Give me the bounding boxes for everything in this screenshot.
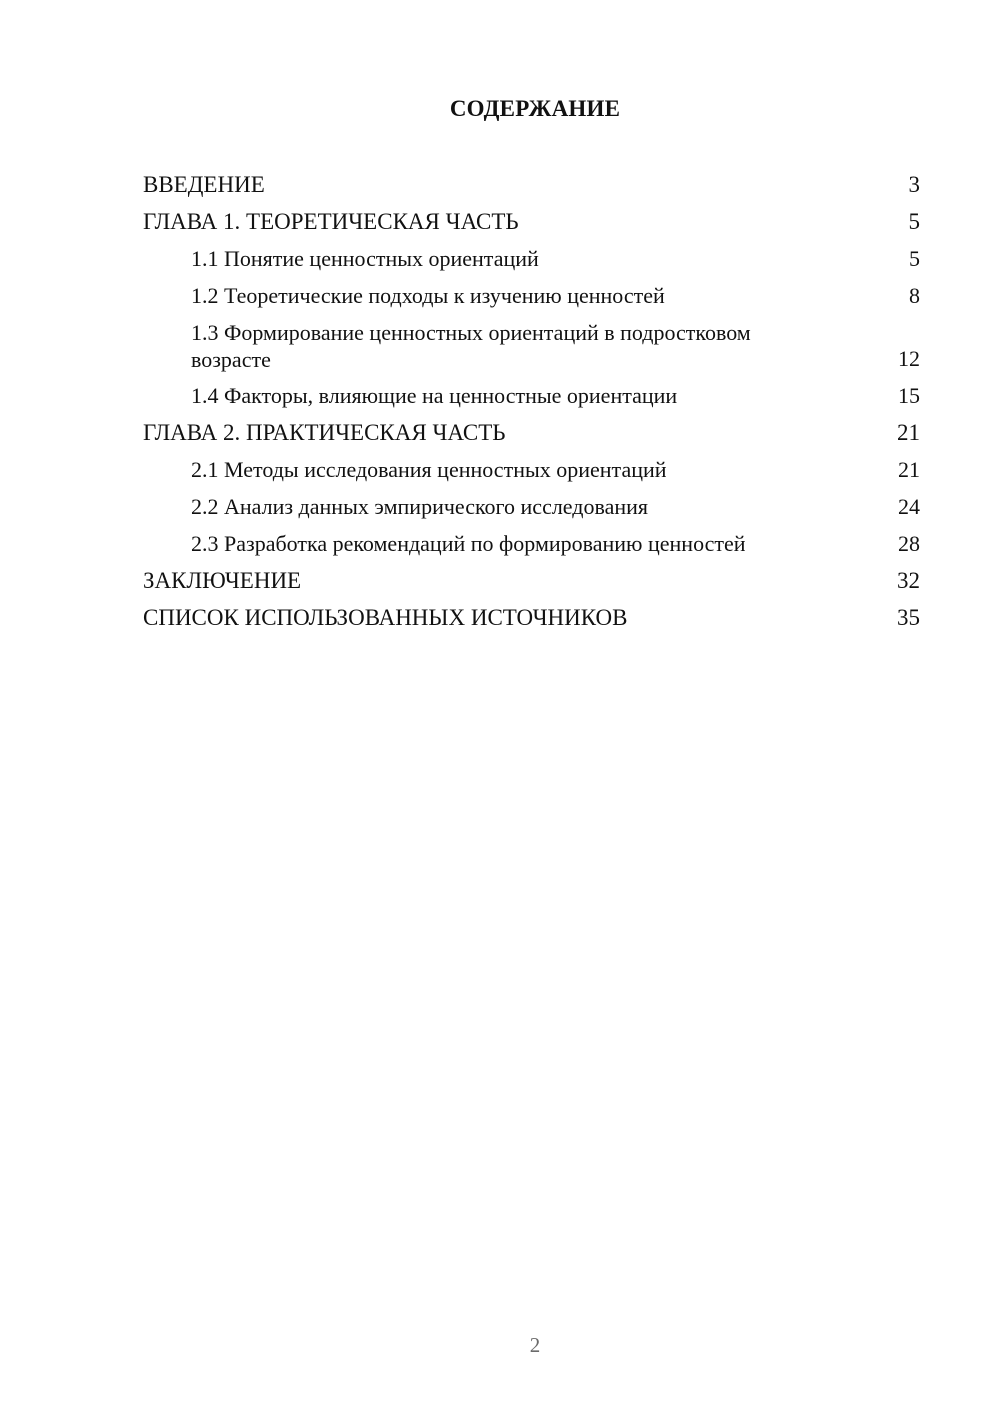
toc-entry-page: 5 bbox=[909, 246, 920, 271]
toc-entry-chapter-2[interactable] bbox=[143, 419, 920, 447]
toc-entry-title: СПИСОК ИСПОЛЬЗОВАННЫХ ИСТОЧНИКОВ bbox=[143, 605, 628, 630]
toc-entry-section-1-3[interactable] bbox=[143, 319, 920, 373]
page-title: СОДЕРЖАНИЕ bbox=[449, 96, 621, 121]
toc-entry-introduction[interactable] bbox=[143, 171, 920, 199]
toc-entry-section-2-1[interactable] bbox=[143, 456, 920, 484]
page-number: 2 bbox=[529, 1333, 541, 1357]
toc-entry-title: 2.3 Разработка рекомендаций по формированию ценностей bbox=[191, 531, 746, 556]
toc-entry-title: 2.1 Методы исследования ценностных ориентаций bbox=[191, 457, 667, 482]
toc-entry-page: 3 bbox=[908, 172, 920, 197]
toc-entry-page: 24 bbox=[898, 494, 920, 519]
toc-entry-page: 8 bbox=[909, 283, 920, 308]
toc-entry-title: 1.3 Формирование ценностных ориентаций в подростковом возрасте bbox=[191, 320, 751, 372]
toc-entry-title: 1.4 Факторы, влияющие на ценностные ориентации bbox=[191, 383, 678, 408]
toc-entry-section-1-4[interactable] bbox=[143, 382, 920, 410]
toc-entry-page: 32 bbox=[897, 568, 920, 593]
table-of-contents bbox=[143, 171, 920, 641]
toc-entry-section-1-1[interactable] bbox=[143, 245, 920, 273]
toc-entry-title: 1.2 Теоретические подходы к изучению ценностей bbox=[191, 283, 665, 308]
toc-entry-section-2-3[interactable] bbox=[143, 530, 920, 558]
toc-entry-chapter-1[interactable] bbox=[143, 208, 920, 236]
toc-entry-page: 21 bbox=[898, 457, 920, 482]
toc-entry-title: ГЛАВА 2. ПРАКТИЧЕСКАЯ ЧАСТЬ bbox=[143, 420, 506, 445]
toc-entry-page: 28 bbox=[898, 531, 920, 556]
toc-entry-title: ВВЕДЕНИЕ bbox=[143, 172, 265, 197]
toc-entry-references[interactable] bbox=[143, 604, 920, 632]
toc-entry-page: 15 bbox=[898, 383, 920, 408]
toc-entry-title: 1.1 Понятие ценностных ориентаций bbox=[191, 246, 539, 271]
toc-entry-page: 35 bbox=[897, 605, 920, 630]
toc-entry-section-2-2[interactable] bbox=[143, 493, 920, 521]
toc-entry-title: ГЛАВА 1. ТЕОРЕТИЧЕСКАЯ ЧАСТЬ bbox=[143, 209, 519, 234]
toc-entry-page: 12 bbox=[898, 346, 920, 371]
toc-entry-section-1-2[interactable] bbox=[143, 282, 920, 310]
toc-entry-page: 5 bbox=[908, 209, 920, 234]
toc-entry-conclusion[interactable] bbox=[143, 567, 920, 595]
toc-entry-title: ЗАКЛЮЧЕНИЕ bbox=[143, 568, 302, 593]
toc-entry-title: 2.2 Анализ данных эмпирического исследования bbox=[191, 494, 649, 519]
toc-entry-page: 21 bbox=[897, 420, 920, 445]
